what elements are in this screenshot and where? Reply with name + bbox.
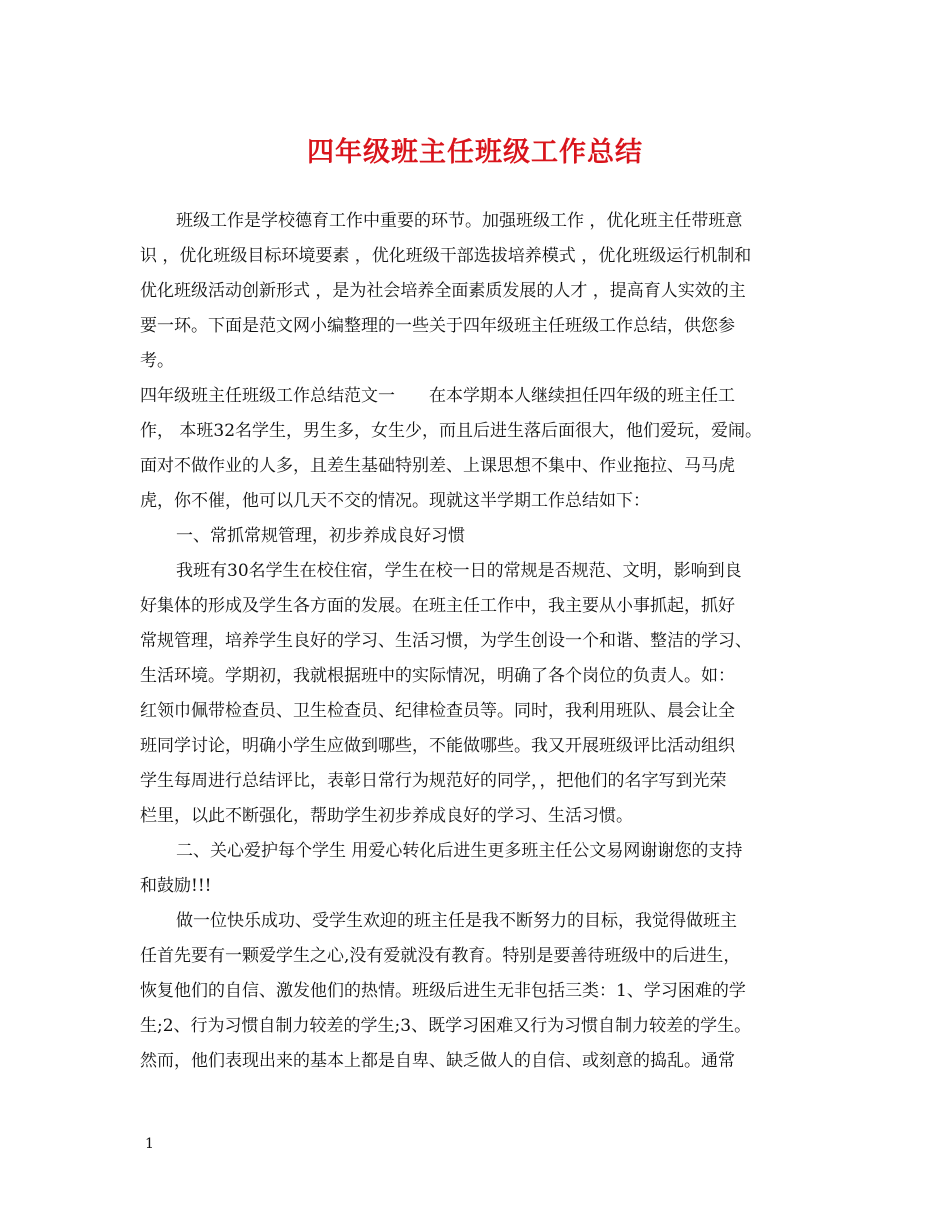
text-line: 我班有30名学生在校住宿，学生在校一日的常规是否规范、文明，影响到良 — [176, 561, 742, 581]
text-line: 生活环境。学期初，我就根据班中的实际情况，明确了各个岗位的负责人。如： — [140, 666, 735, 686]
text-line: 恢复他们的自信、激发他们的热情。班级后进生无非包括三类：1、学习困难的学 — [140, 981, 746, 1001]
text-line: 任首先要有一颗爱学生之心,没有爱就没有教育。特别是要善待班级中的后进生， — [140, 946, 741, 966]
text-line: 然而，他们表现出来的基本上都是自卑、缺乏做人的自信、或刻意的捣乱。通常 — [140, 1051, 735, 1071]
page-number: 1 — [145, 1136, 154, 1152]
text-line: 一、常抓常规管理，初步养成良好习惯 — [176, 526, 465, 546]
text-line: 生;2、行为习惯自制力较差的学生;3、既学习困难又行为习惯自制力较差的学生。 — [140, 1016, 752, 1036]
text-line: 红领巾佩带检查员、卫生检查员、纪律检查员等。同时，我利用班队、晨会让全 — [140, 701, 735, 721]
text-line: 四年级班主任班级工作总结范文一 在本学期本人继续担任四年级的班主任工 — [140, 386, 735, 406]
text-line: 做一位快乐成功、受学生欢迎的班主任是我不断努力的目标，我觉得做班主 — [176, 911, 737, 931]
text-line: 考。 — [140, 351, 174, 371]
text-line: 和鼓励!!! — [140, 876, 212, 896]
text-line: 作， 本班32名学生，男生多，女生少，而且后进生落后面很大，他们爱玩，爱闹。 — [140, 421, 763, 441]
document-title: 四年级班主任班级工作总结 — [307, 137, 643, 168]
text-line: 虎，你不催，他可以几天不交的情况。现就这半学期工作总结如下： — [140, 491, 650, 511]
text-line: 二、关心爱护每个学生 用爱心转化后进生更多班主任公文易网谢谢您的支持 — [176, 841, 743, 861]
text-line: 栏里，以此不断强化，帮助学生初步养成良好的学习、生活习惯。 — [140, 806, 633, 826]
text-line: 面对不做作业的人多，且差生基础特别差、上课思想不集中、作业拖拉、马马虎 — [140, 456, 735, 476]
text-line: 优化班级活动创新形式 ，是为社会培养全面素质发展的人才 ，提高育人实效的主 — [140, 281, 746, 301]
text-line: 学生每周进行总结评比，表彰日常行为规范好的同学，，把他们的名字写到光荣 — [140, 771, 727, 791]
document-body — [140, 204, 840, 1079]
text-line: 班同学讨论，明确小学生应做到哪些，不能做哪些。我又开展班级评比活动组织 — [140, 736, 735, 756]
text-line: 班级工作是学校德育工作中重要的环节。加强班级工作 ，优化班主任带班意 — [176, 211, 743, 231]
text-line: 要一环。下面是范文网小编整理的一些关于四年级班主任班级工作总结，供您参 — [140, 316, 735, 336]
text-line: 常规管理，培养学生良好的学习、生活习惯，为学生创设一个和谐、整洁的学习、 — [140, 631, 752, 651]
text-line: 识 ，优化班级目标环境要素 ，优化班级干部选拔培养模式 ，优化班级运行机制和 — [140, 246, 752, 266]
text-line: 好集体的形成及学生各方面的发展。在班主任工作中，我主要从小事抓起，抓好 — [140, 596, 735, 616]
